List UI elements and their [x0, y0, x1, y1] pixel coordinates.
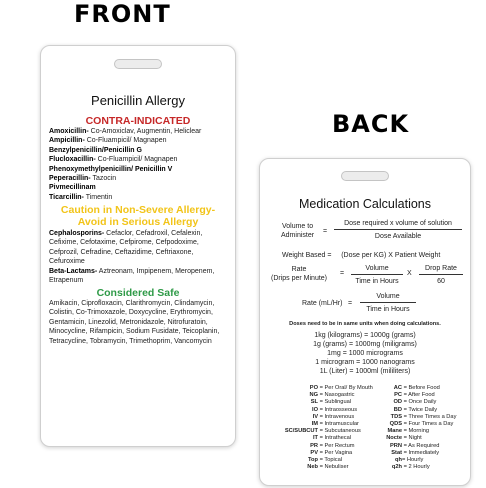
list-item: SC/SUBCUT = Subcutaneous	[284, 428, 361, 435]
front-label: FRONT	[74, 0, 171, 28]
list-item: Cephalosporins- Cefaclor, Cefadroxil, Cefalexin, Cefixime, Cefotaxime, Cefpirome, Cefpodoxime, Cefprozil, Cefradine, Ceftazidime, Ceftriaxone, Cefuroxime	[49, 230, 203, 266]
card-title: Penicillin Allergy	[91, 93, 185, 108]
list-item: Peperacillin- Tazocin	[49, 175, 117, 183]
lanyard-slot	[341, 171, 389, 181]
list-item: Stat = Immediately	[391, 449, 440, 456]
card-title: Medication Calculations	[298, 197, 431, 211]
list-item: AC = Before Food	[393, 385, 440, 391]
list-item: Benzylpenicillin/Penicillin G	[49, 146, 142, 154]
list-item: Neb = Nebuliser	[307, 464, 349, 471]
list-item: PR = Per Rectum	[310, 442, 355, 449]
list-item: Amoxicillin- Co-Amoxiclav, Augmentin, Heliclear	[49, 128, 202, 135]
list-item: 1L (Liter) = 1000ml (mililiters)	[319, 368, 411, 375]
list-item: 1 microgram = 1000 nanograms	[315, 359, 415, 366]
route-abbreviations	[270, 385, 373, 471]
list-item: PRN = As Required	[389, 442, 440, 449]
contra-list	[49, 127, 229, 202]
list-item: PC = After Food	[394, 392, 435, 399]
list-item: q2h = 2 Hourly	[391, 464, 430, 471]
front-card	[40, 45, 236, 447]
conversion-list	[260, 331, 470, 376]
caution-list	[49, 229, 229, 285]
list-item: IV = Intravenous	[312, 413, 355, 420]
caution-heading: Caution in Non-Severe Allergy- Avoid in Serious Allergy	[60, 204, 216, 228]
list-item: 1kg (kilograms) = 1000g (grams)	[314, 332, 416, 339]
contra-heading: CONTRA-INDICATED	[85, 115, 191, 127]
list-item: BD = Twice Daily	[393, 406, 438, 413]
back-card: Medication Calculations Volume to Administer = Dose required x volume of solution Dose Available Weight Based = (Dose per KG) X Patient Weight Rate (Drips per Minute) = Volume Time in Hours X Drop Rate 60 Rate (mL/Hr) = Volume Time in Hours Doses need to be in same units when doing calculations. 1kg (kilograms) = 1000g (grams) 1g (grams) = 1000mg (miligrams) 1mg = 1000 micrograms 1 microgram = 1000 nanograms 1L (Liter) = 1000ml (mililiters) PO = Per Oral/ By Mouth NG = Nasogastric SL = Sublingual IO = Intraosseous IV = Intravenous IM = Intramuscular SC/SUBCUT = Subcutaneous IT = Intrathecal PR = Per Rectum PV = Per Vagina Top = Topical Neb = Nebuliser AC = Before Food PC = After Food OD = Once Daily BD = Twice Daily TDS = Three Times a Day QDS = Four Times a Day Mane = Morning Nocte = Night PRN = As Required Stat = Immediately qh= Hourly q2h = 2 Hourly	[259, 158, 471, 486]
lanyard-slot	[114, 59, 162, 69]
list-item: SL = Sublingual	[310, 399, 352, 406]
list-item: Nocte = Night	[386, 435, 422, 442]
units-note: Doses need to be in same units when doing calculations.	[289, 321, 441, 327]
formula-weight-based: Weight Based = (Dose per KG) X Patient Weight	[282, 252, 441, 259]
list-item: IO = Intraosseous	[311, 406, 358, 413]
list-item: Flucloxacillin- Co-Fluampicil/ Magnapen	[49, 156, 178, 164]
list-item: qh= Hourly	[395, 457, 424, 464]
list-item: NG = Nasogastric	[309, 392, 355, 399]
list-item: OD = Once Daily	[393, 399, 437, 406]
safe-list: Amikacin, Ciprofloxacin, Clarithromycin, Clindamycin, Colistin, Co-Trimoxazole, Doxycycline, Erythromycin, Gentamicin, Linezolid, Metronidazole, Nitrofuratoin, Minocycline, Rifampicin, Sodium Fusidate, Teicoplanin, Tetracycline, Tobramycin, Trimethoprim, Vancomycin	[49, 300, 220, 345]
safe-heading: Considered Safe	[96, 287, 180, 299]
list-item: Pivmecillinam	[49, 184, 96, 192]
list-item: Phenoxymethylpenicillin/ Penicillin V	[49, 165, 173, 173]
list-item: Top = Topical	[308, 457, 343, 464]
list-item: IT = Intrathecal	[312, 435, 352, 442]
list-item: IM = Intramuscular	[311, 421, 359, 428]
list-item: QDS = Four Times a Day	[389, 421, 454, 428]
list-item: Ticarcillin- Timentin	[49, 193, 113, 201]
list-item: TDS = Three Times a Day	[390, 413, 457, 420]
list-item: Mane = Morning	[387, 428, 430, 435]
list-item: 1g (grams) = 1000mg (miligrams)	[313, 341, 417, 348]
list-item: Ampicillin- Co-Fluampicil/ Magnapen	[49, 137, 167, 145]
list-item: PO = Per Oral/ By Mouth	[309, 385, 373, 391]
back-label: BACK	[332, 110, 410, 138]
list-item: Beta-Lactams- Aztreonam, Impipenem, Meropenem, Etrapenum	[49, 267, 215, 285]
list-item: PV = Per Vagina	[310, 449, 353, 456]
list-item: 1mg = 1000 micrograms	[327, 350, 403, 357]
frequency-abbreviations	[376, 385, 456, 471]
